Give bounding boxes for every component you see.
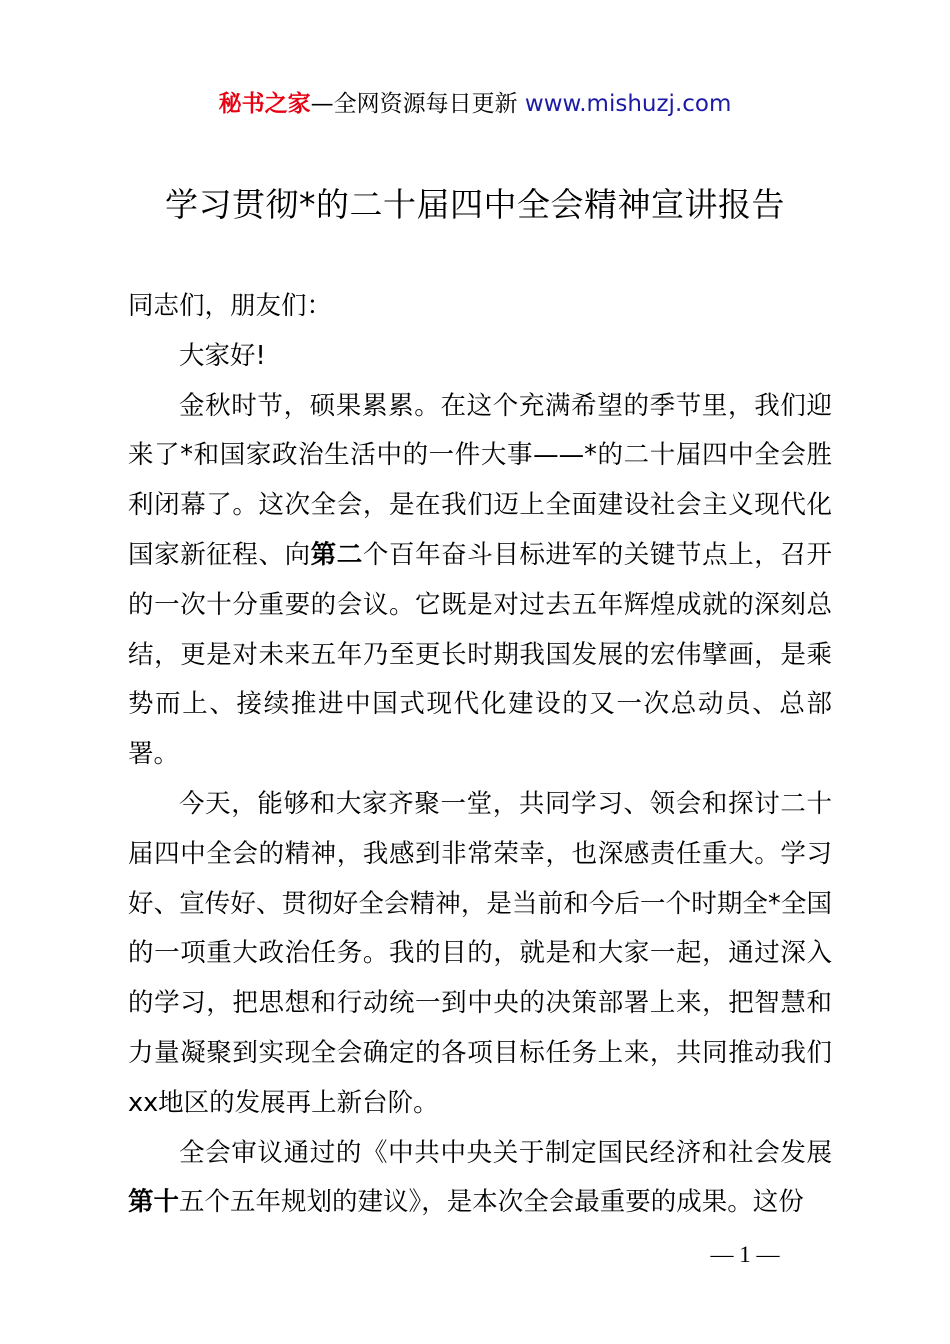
paragraph-1-part-b: 个百年奋斗目标进军的关键节点上，召开的一次十分重要的会议。它既是对过去五年辉煌成就的深刻总结，更是对未来五年乃至更长时期我国发展的宏伟擘画，是乘势而上、接续推进中国式现代化建设的又一次总动员、总部署。	[128, 539, 832, 770]
paragraph-3-part-a: 全会审议通过的《中共中央关于制定国民经济和社会发展	[179, 1137, 832, 1168]
greeting: 大家好!	[179, 340, 266, 371]
salutation: 同志们，朋友们：	[128, 291, 333, 321]
site-brand: 秘书之家	[218, 91, 311, 117]
site-url-link[interactable]: www.mishuzj.com	[524, 91, 732, 117]
page-number: — 1 —	[710, 1242, 780, 1267]
paragraph-2: 今天，能够和大家齐聚一堂，共同学习、领会和探讨二十届四中全会的精神，我感到非常荣幸，也深感责任重大。学习好、宣传好、贯彻好全会精神，是当前和今后一个时期全*全国的一项重大政治任务。我的目的，就是和大家一起，通过深入的学习，把思想和行动统一到中央的决策部署上来，把智慧和力量凝聚到实现全会确定的各项目标任务上来，共同推动我们xx地区的发展再上新台阶。	[128, 788, 832, 1118]
paragraph-3-part-b: 五个五年规划的建议》，是本次全会最重要的成果。这份	[179, 1187, 804, 1218]
paragraph-1-part-a: 金秋时节，硕果累累。在这个充满希望的季节里，我们迎来了*和国家政治生活中的一件大事——*的二十届四中全会胜利闭幕了。这次全会，是在我们迈上全面建设社会主义现代化国家新征程、向	[128, 390, 832, 570]
paragraph-1-bold: 第二	[310, 539, 363, 570]
document-title: 学习贯彻*的二十届四中全会精神宣讲报告	[165, 185, 785, 224]
site-header	[0, 86, 950, 122]
paragraph-3	[128, 1129, 832, 1229]
paragraph-3-bold: 第十	[128, 1187, 180, 1218]
paragraph-1	[128, 382, 832, 780]
site-tagline: —全网资源每日更新	[310, 91, 525, 117]
document-body	[128, 282, 832, 1228]
